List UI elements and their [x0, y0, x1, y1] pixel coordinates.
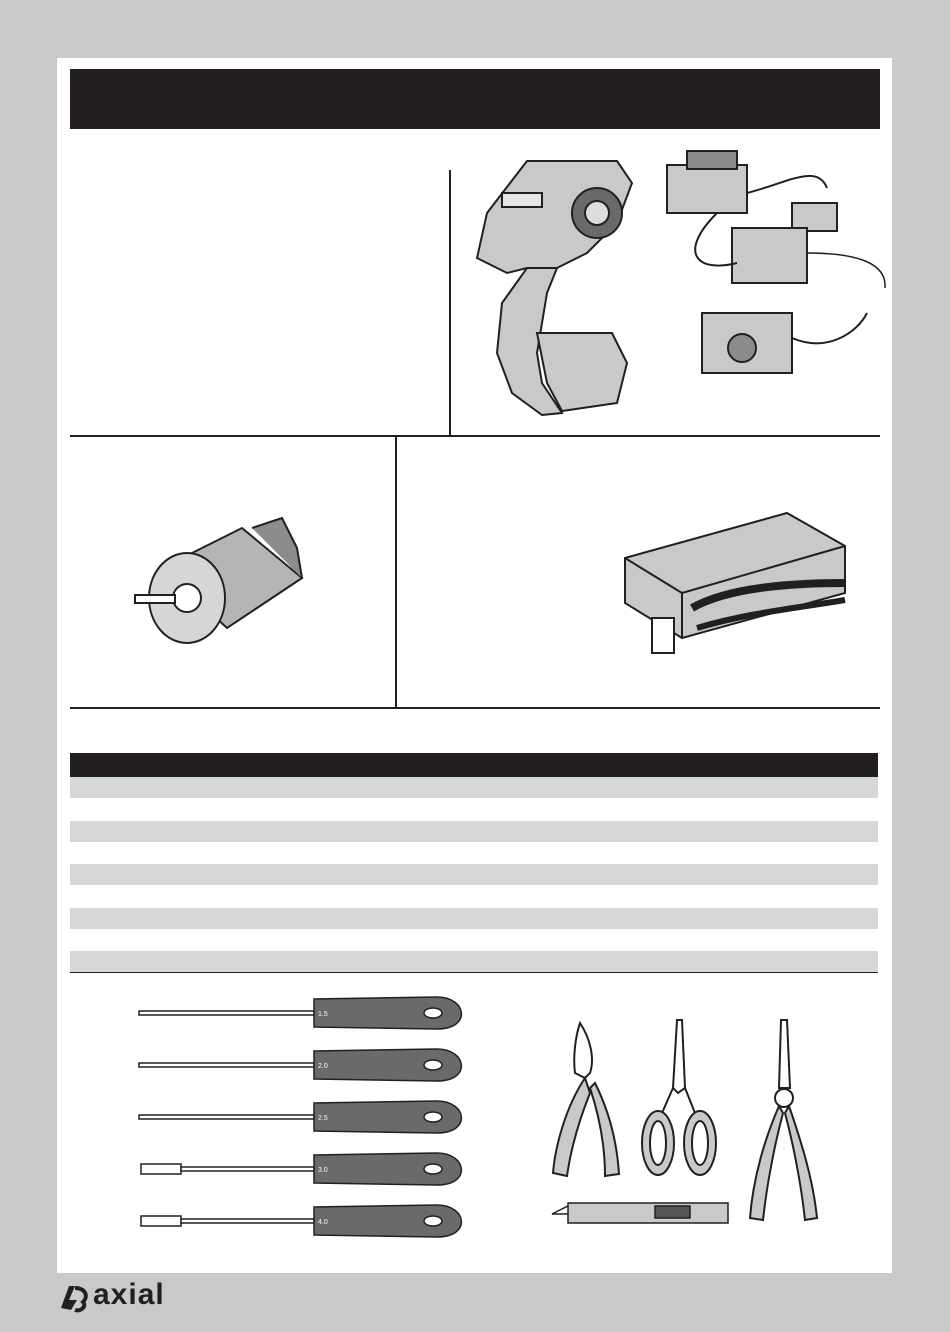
divider-horizontal-bottom	[70, 707, 880, 709]
screwdriver-4.0	[141, 1205, 461, 1237]
table-row	[70, 951, 878, 972]
screwdriver-set-illustration	[137, 993, 482, 1243]
pliers-cutters-illustration	[545, 1018, 635, 1178]
table-row	[70, 777, 878, 798]
battery-illustration	[617, 508, 852, 658]
electronics-illustration	[657, 143, 887, 388]
section-banner	[70, 69, 880, 129]
brand-logo	[57, 1278, 165, 1314]
screwdriver-size-label: 1.5	[318, 1011, 328, 1018]
table-row	[70, 930, 878, 951]
screwdriver-size-label: 2.5	[318, 1115, 328, 1122]
table-bottom-rule	[70, 972, 878, 973]
axial-logo-icon	[57, 1280, 91, 1314]
table-row	[70, 908, 878, 929]
screwdriver-2.5	[139, 1101, 461, 1133]
table-header	[70, 753, 878, 777]
logo-wordmark: axial	[93, 1278, 165, 1311]
screwdriver-3.0	[141, 1153, 461, 1185]
table-row	[70, 886, 878, 907]
screwdriver-size-label: 4.0	[318, 1219, 328, 1226]
manual-page	[57, 58, 892, 1273]
divider-horizontal-mid	[70, 435, 880, 437]
table-row	[70, 821, 878, 842]
transmitter-illustration	[467, 153, 647, 423]
screwdriver-size-label: 2.0	[318, 1063, 328, 1070]
screwdriver-1.5	[139, 997, 461, 1029]
divider-vertical-top	[449, 170, 451, 436]
table-row	[70, 799, 878, 820]
divider-vertical-mid	[395, 437, 397, 708]
table-row	[70, 864, 878, 885]
needle-nose-pliers-illustration	[745, 1018, 825, 1223]
table-row	[70, 843, 878, 864]
motor-illustration	[132, 508, 312, 648]
screwdriver-2.0	[139, 1049, 461, 1081]
hobby-knife-illustration	[550, 1198, 730, 1228]
scissors-illustration	[640, 1018, 720, 1183]
screwdriver-size-label: 3.0	[318, 1167, 328, 1174]
